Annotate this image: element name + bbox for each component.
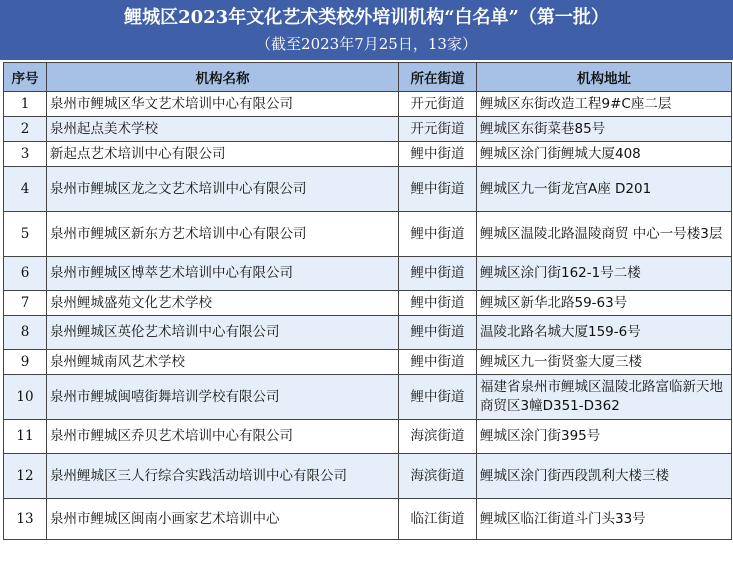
cell-number: 5 bbox=[4, 212, 47, 257]
cell-street: 开元街道 bbox=[399, 92, 477, 117]
column-header-number: 序号 bbox=[4, 63, 47, 92]
table-header-row bbox=[4, 63, 732, 92]
cell-street: 海滨街道 bbox=[399, 420, 477, 454]
cell-address: 鲤城区涂门街鲤城大厦408 bbox=[477, 142, 732, 167]
cell-address: 鲤城区涂门街西段凯利大楼三楼 bbox=[477, 454, 732, 499]
cell-street: 鲤中街道 bbox=[399, 257, 477, 291]
column-header-street: 所在街道 bbox=[399, 63, 477, 92]
cell-number: 8 bbox=[4, 316, 47, 350]
cell-address: 鲤城区临江街道斗门头33号 bbox=[477, 499, 732, 540]
cell-institution-name: 泉州鲤城南风艺术学校 bbox=[47, 350, 399, 375]
table-row bbox=[4, 420, 732, 454]
cell-institution-name: 泉州鲤城盛苑文化艺术学校 bbox=[47, 291, 399, 316]
cell-number: 4 bbox=[4, 167, 47, 212]
table-body bbox=[4, 92, 732, 540]
cell-institution-name: 泉州起点美术学校 bbox=[47, 117, 399, 142]
cell-street: 鲤中街道 bbox=[399, 291, 477, 316]
table-row bbox=[4, 117, 732, 142]
cell-number: 3 bbox=[4, 142, 47, 167]
cell-street: 鲤中街道 bbox=[399, 142, 477, 167]
table-row bbox=[4, 167, 732, 212]
cell-number: 13 bbox=[4, 499, 47, 540]
cell-address: 鲤城区涂门街162-1号二楼 bbox=[477, 257, 732, 291]
cell-address: 鲤城区东街改造工程9#C座二层 bbox=[477, 92, 732, 117]
table-row bbox=[4, 257, 732, 291]
cell-street: 临江街道 bbox=[399, 499, 477, 540]
cell-street: 海滨街道 bbox=[399, 454, 477, 499]
cell-number: 7 bbox=[4, 291, 47, 316]
cell-number: 1 bbox=[4, 92, 47, 117]
cell-number: 6 bbox=[4, 257, 47, 291]
cell-street: 鲤中街道 bbox=[399, 375, 477, 420]
cell-address: 鲤城区温陵北路温陵商贸 中心一号楼3层 bbox=[477, 212, 732, 257]
cell-street: 鲤中街道 bbox=[399, 316, 477, 350]
cell-institution-name: 泉州市鲤城区闽南小画家艺术培训中心 bbox=[47, 499, 399, 540]
cell-address: 鲤城区九一街龙宫A座 D201 bbox=[477, 167, 732, 212]
cell-address: 福建省泉州市鲤城区温陵北路富临新天地商贸区3幢D351-D362 bbox=[477, 375, 732, 420]
cell-address: 鲤城区东街菜巷85号 bbox=[477, 117, 732, 142]
cell-institution-name: 泉州市鲤城区华文艺术培训中心有限公司 bbox=[47, 92, 399, 117]
cell-institution-name: 泉州市鲤城闽嘻街舞培训学校有限公司 bbox=[47, 375, 399, 420]
table-row bbox=[4, 291, 732, 316]
table-row bbox=[4, 212, 732, 257]
table-row bbox=[4, 316, 732, 350]
cell-institution-name: 泉州市鲤城区乔贝艺术培训中心有限公司 bbox=[47, 420, 399, 454]
cell-institution-name: 新起点艺术培训中心有限公司 bbox=[47, 142, 399, 167]
cell-street: 鲤中街道 bbox=[399, 167, 477, 212]
cell-institution-name: 泉州市鲤城区新东方艺术培训中心有限公司 bbox=[47, 212, 399, 257]
column-header-name: 机构名称 bbox=[47, 63, 399, 92]
cell-institution-name: 泉州市鲤城区博萃艺术培训中心有限公司 bbox=[47, 257, 399, 291]
table-row bbox=[4, 142, 732, 167]
cell-institution-name: 泉州鲤城区英伦艺术培训中心有限公司 bbox=[47, 316, 399, 350]
cell-street: 开元街道 bbox=[399, 117, 477, 142]
cell-address: 温陵北路名城大厦159-6号 bbox=[477, 316, 732, 350]
table-row bbox=[4, 350, 732, 375]
table-row bbox=[4, 92, 732, 117]
cell-address: 鲤城区九一街贤銮大厦三楼 bbox=[477, 350, 732, 375]
cell-number: 11 bbox=[4, 420, 47, 454]
column-header-address: 机构地址 bbox=[477, 63, 732, 92]
table-row bbox=[4, 454, 732, 499]
cell-institution-name: 泉州市鲤城区龙之文艺术培训中心有限公司 bbox=[47, 167, 399, 212]
table-row bbox=[4, 375, 732, 420]
cell-address: 鲤城区新华北路59-63号 bbox=[477, 291, 732, 316]
cell-number: 10 bbox=[4, 375, 47, 420]
whitelist-table bbox=[3, 62, 732, 540]
cell-street: 鲤中街道 bbox=[399, 212, 477, 257]
title-banner bbox=[0, 0, 733, 60]
cell-address: 鲤城区涂门街395号 bbox=[477, 420, 732, 454]
page-subtitle: （截至2023年7月25日，13家） bbox=[256, 35, 477, 53]
table-row bbox=[4, 499, 732, 540]
cell-number: 9 bbox=[4, 350, 47, 375]
cell-institution-name: 泉州鲤城区三人行综合实践活动培训中心有限公司 bbox=[47, 454, 399, 499]
page-title: 鲤城区2023年文化艺术类校外培训机构“白名单”（第一批） bbox=[124, 7, 609, 28]
cell-number: 12 bbox=[4, 454, 47, 499]
cell-number: 2 bbox=[4, 117, 47, 142]
cell-street: 鲤中街道 bbox=[399, 350, 477, 375]
